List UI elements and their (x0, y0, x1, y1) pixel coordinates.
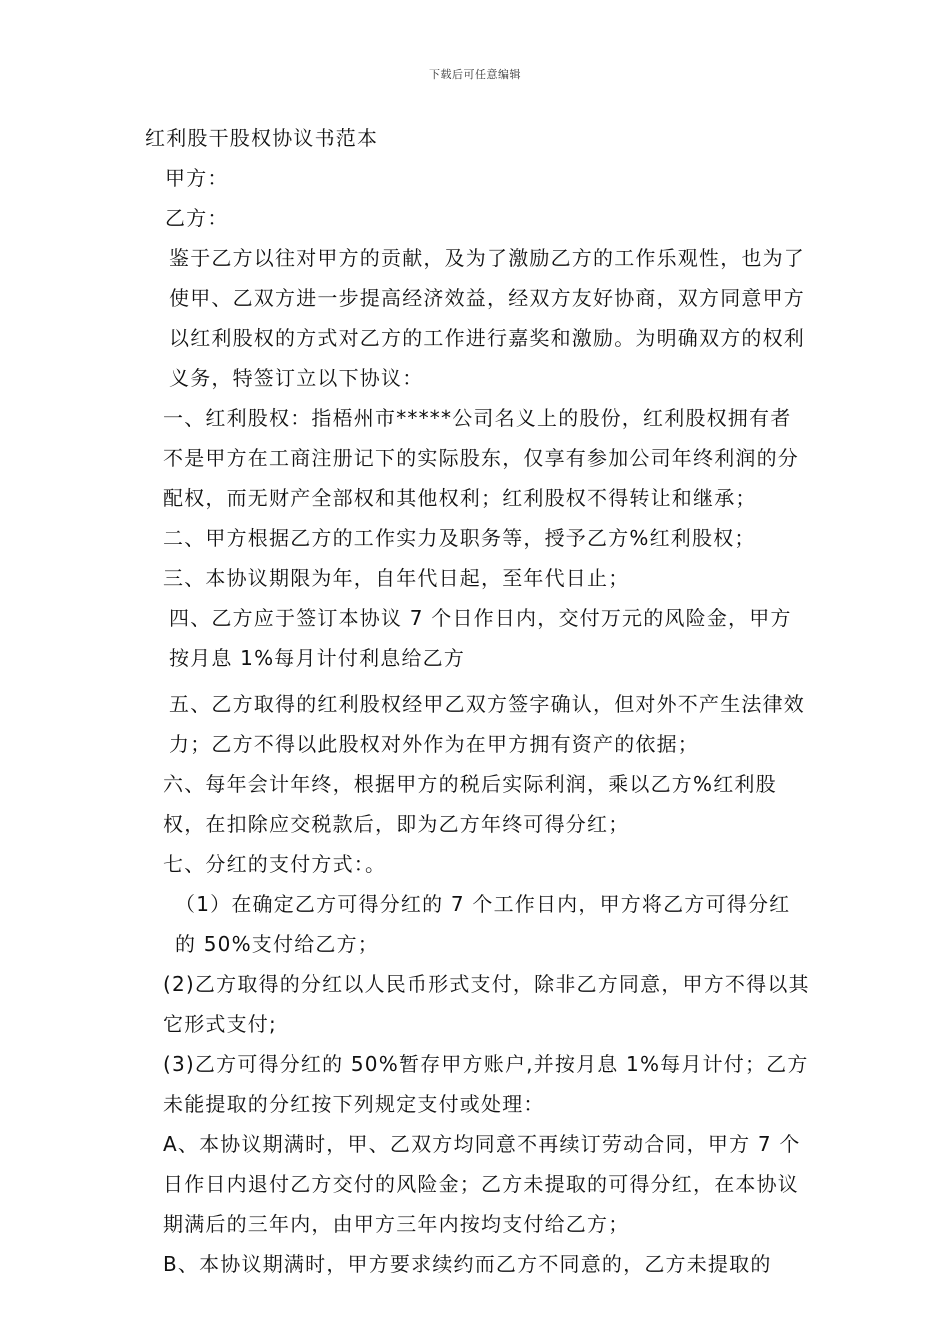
document-title: 红利股干股权协议书范本 (145, 126, 379, 150)
clause-5: 五、乙方取得的红利股权经甲乙双方签字确认，但对外不产生法律效力；乙方不得以此股权对外作为在甲方拥有资产的依据； (169, 692, 805, 756)
clause-7-sub-b: B、本协议期满时，甲方要求续约而乙方不同意的，乙方未提取的 (163, 1252, 772, 1276)
clause-7-item-2: (2)乙方取得的分红以人民币形式支付，除非乙方同意，甲方不得以其它形式支付; (163, 972, 810, 1036)
clause-4: 四、乙方应于签订本协议 7 个日作日内，交付万元的风险金，甲方按月息 1%每月计付利息给乙方 (169, 606, 792, 670)
party-b-line: 乙方： (165, 206, 229, 230)
clause-7-sub-a: A、本协议期满时，甲、乙双方均同意不再续订劳动合同，甲方 7 个日作日内退付乙方交付的风险金；乙方未提取的可得分红，在本协议期满后的三年内，由甲方三年内按均支付给乙方； (163, 1132, 801, 1236)
preamble-paragraph: 鉴于乙方以往对甲方的贡献，及为了激励乙方的工作乐观性，也为了使甲、乙双方进一步提高经济效益，经双方友好协商，双方同意甲方以红利股权的方式对乙方的工作进行嘉奖和激励。为明确双方的权利义务，特签订立以下协议： (169, 246, 805, 390)
clause-7-item-3: (3)乙方可得分红的 50%暂存甲方账户,并按月息 1%每月计付；乙方未能提取的分红按下列规定支付或处理： (163, 1052, 809, 1116)
clause-7: 七、分红的支付方式：。 (163, 852, 387, 876)
document-body (145, 118, 810, 1284)
clause-2: 二、甲方根据乙方的工作实力及职务等，授予乙方%红利股权； (163, 526, 756, 550)
clause-1: 一、红利股权：指梧州市*****公司名义上的股份，红利股权拥有者不是甲方在工商注册记下的实际股东，仅享有参加公司年终利润的分配权，而无财产全部权和其他权利；红利股权不得转让和继承； (163, 406, 799, 510)
page-header: 下载后可任意编辑 (429, 68, 521, 81)
clause-7-item-1: （1）在确定乙方可得分红的 7 个工作日内，甲方将乙方可得分红的 50%支付给乙方； (175, 892, 791, 956)
party-a-line: 甲方： (165, 166, 229, 190)
clause-6: 六、每年会计年终，根据甲方的税后实际利润，乘以乙方%红利股权，在扣除应交税款后，即为乙方年终可得分红； (163, 772, 777, 836)
clause-3: 三、本协议期限为年，自年代日起，至年代日止； (163, 566, 630, 590)
